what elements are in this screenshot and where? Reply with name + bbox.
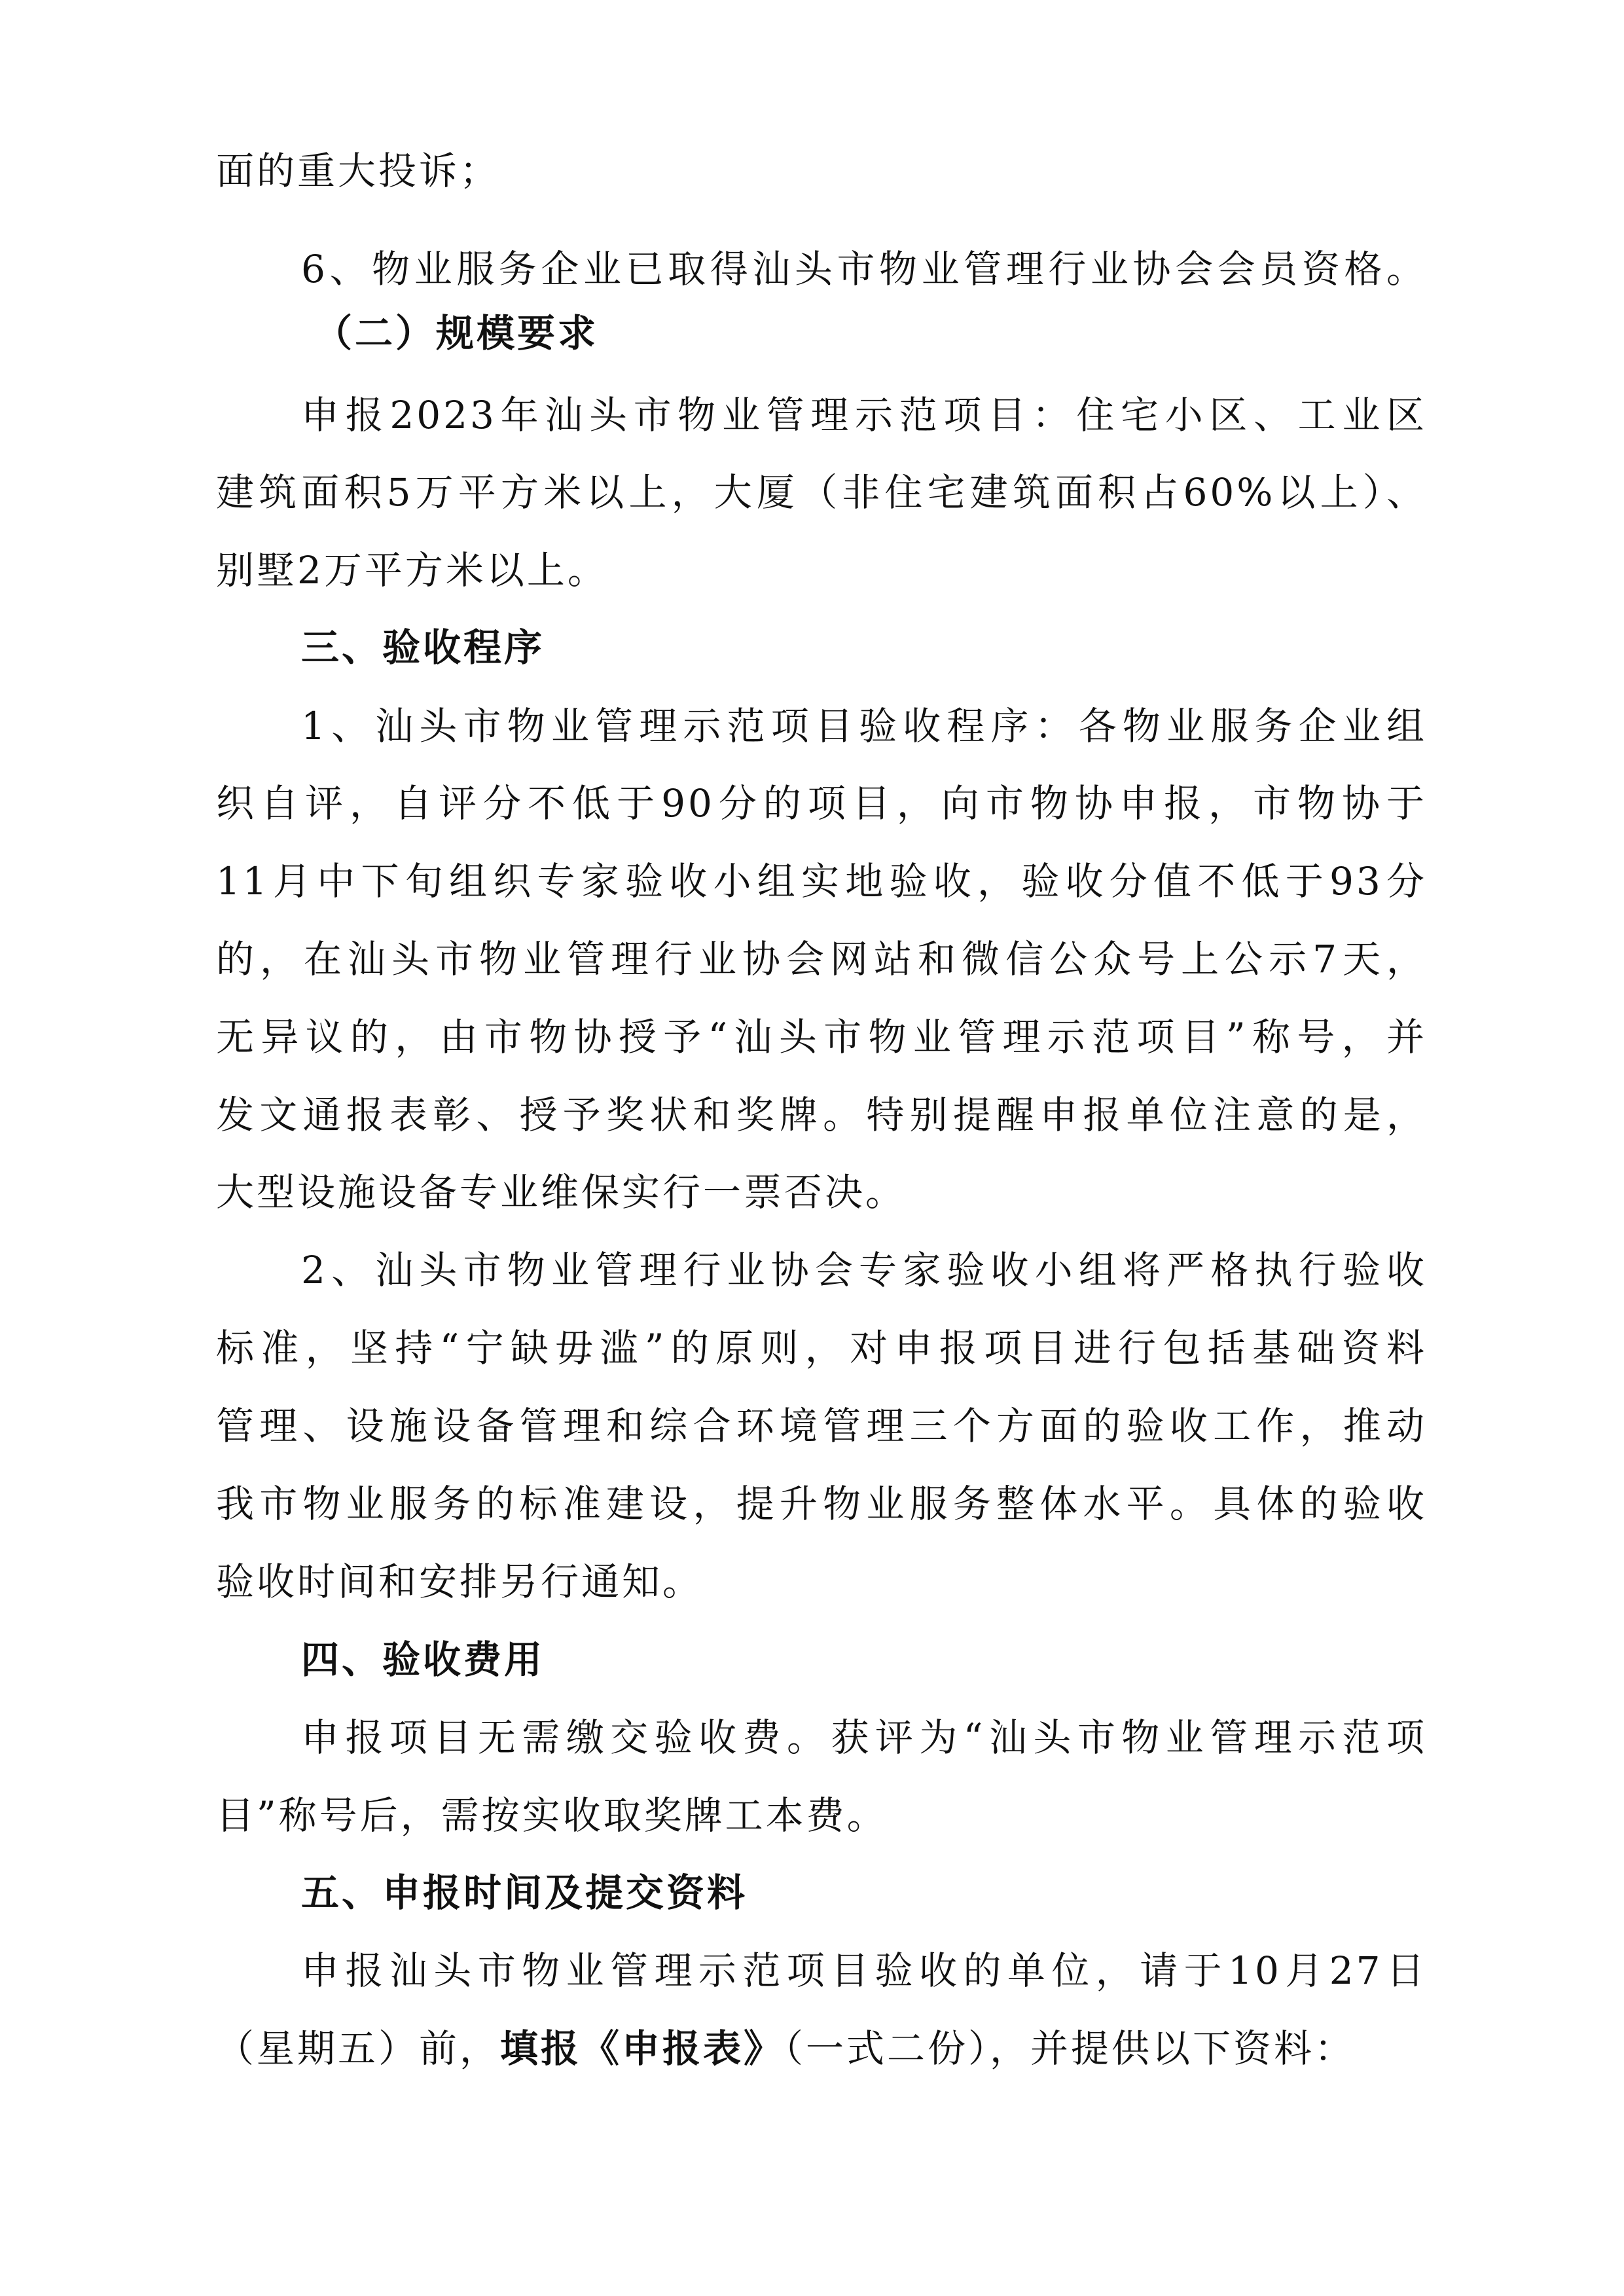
- text-line-15: 2、汕头市物业管理行业协会专家验收小组将严格执行验收: [301, 1248, 1427, 1292]
- text-line-8: 1、汕头市物业管理示范项目验收程序：各物业服务企业组: [301, 704, 1427, 748]
- text-line-9: 织自评，自评分不低于90分的项目，向市物协申报，市物协于: [216, 781, 1427, 826]
- text-line-2: 6、物业服务企业已取得汕头市物业管理行业协会会员资格。: [301, 247, 1427, 291]
- text-line-10: 11月中下旬组织专家验收小组实地验收，验收分值不低于93分: [216, 859, 1427, 903]
- section-heading-fees: 四、验收费用: [301, 1637, 545, 1682]
- text-line-18: 我市物业服务的标准建设，提升物业服务整体水平。具体的验收: [216, 1482, 1427, 1526]
- text-line-5: 建筑面积5万平方米以上，大厦（非住宅建筑面积占60%以上）、: [216, 470, 1427, 515]
- text-line-13: 发文通报表彰、授予奖状和奖牌。特别提醒申报单位注意的是，: [216, 1093, 1427, 1137]
- section-heading-procedure: 三、验收程序: [301, 625, 545, 670]
- text-line-25-part-1: （星期五）前，: [216, 2026, 501, 2071]
- text-line-14: 大型设施设备专业维保实行一票否决。: [216, 1170, 907, 1214]
- text-line-17: 管理、设施设备管理和综合环境管理三个方面的验收工作，推动: [216, 1404, 1427, 1448]
- text-line-25: [216, 2026, 1427, 2071]
- text-line-19: 验收时间和安排另行通知。: [216, 1559, 704, 1604]
- text-line-16: 标准，坚持“宁缺毋滥”的原则，对申报项目进行包括基础资料: [216, 1326, 1427, 1370]
- text-line-22: 目”称号后，需按实收取奖牌工本费。: [216, 1793, 888, 1838]
- text-line-25-part-3: （一式二份），并提供以下资料：: [784, 2026, 1356, 2071]
- text-line-6: 别墅2万平方米以上。: [216, 548, 608, 592]
- text-line-11: 的，在汕头市物业管理行业协会网站和微信公众号上公示7天，: [216, 937, 1427, 981]
- text-line-12: 无异议的，由市物协授予“汕头市物业管理示范项目”称号，并: [216, 1015, 1427, 1059]
- text-line-1: 面的重大投诉；: [216, 149, 501, 193]
- section-heading-submission: 五、申报时间及提交资料: [301, 1870, 748, 1915]
- application-form-emphasis: 填报《申报表》: [500, 2026, 785, 2071]
- text-line-4: 申报2023年汕头市物业管理示范项目：住宅小区、工业区: [301, 393, 1427, 437]
- section-heading-scale: （二）规模要求: [314, 311, 599, 355]
- text-line-21: 申报项目无需缴交验收费。获评为“汕头市物业管理示范项: [301, 1715, 1427, 1760]
- text-line-24: 申报汕头市物业管理示范项目验收的单位，请于10月27日: [301, 1948, 1427, 1993]
